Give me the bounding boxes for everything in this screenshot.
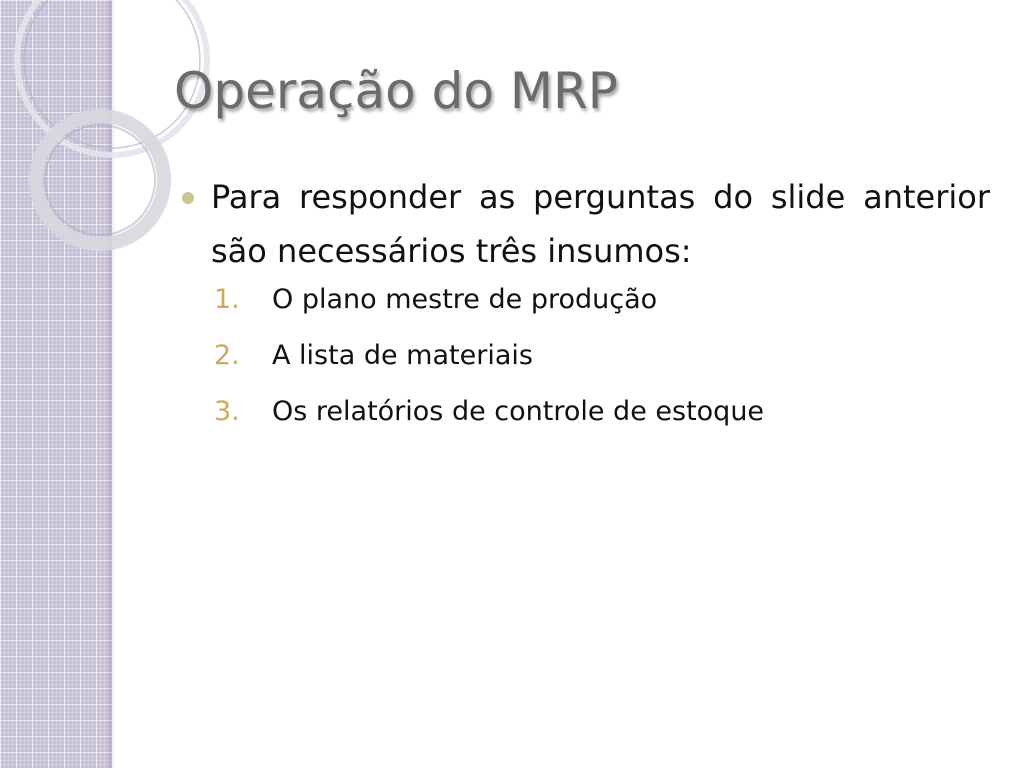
list-item xyxy=(214,396,990,452)
bullet-dot-icon xyxy=(182,192,194,204)
ring-inner-dark xyxy=(45,125,155,235)
list-item xyxy=(214,340,990,396)
list-item-text: O plano mestre de produção xyxy=(272,284,658,315)
slide-body xyxy=(182,170,990,452)
list-number: 1. xyxy=(214,284,240,315)
list-item xyxy=(214,284,990,340)
list-item-text: A lista de materiais xyxy=(272,340,533,371)
list-number: 2. xyxy=(214,340,240,371)
list-number: 3. xyxy=(214,396,240,427)
list-item-text: Os relatórios de controle de estoque xyxy=(272,396,765,427)
bullet-text: Para responder as perguntas do slide anterior são necessários três insumos: xyxy=(211,178,990,270)
ring-inner-light xyxy=(36,116,164,244)
numbered-list xyxy=(182,284,990,452)
slide-title: Operação do MRP xyxy=(174,62,618,120)
bullet-item xyxy=(182,170,990,278)
